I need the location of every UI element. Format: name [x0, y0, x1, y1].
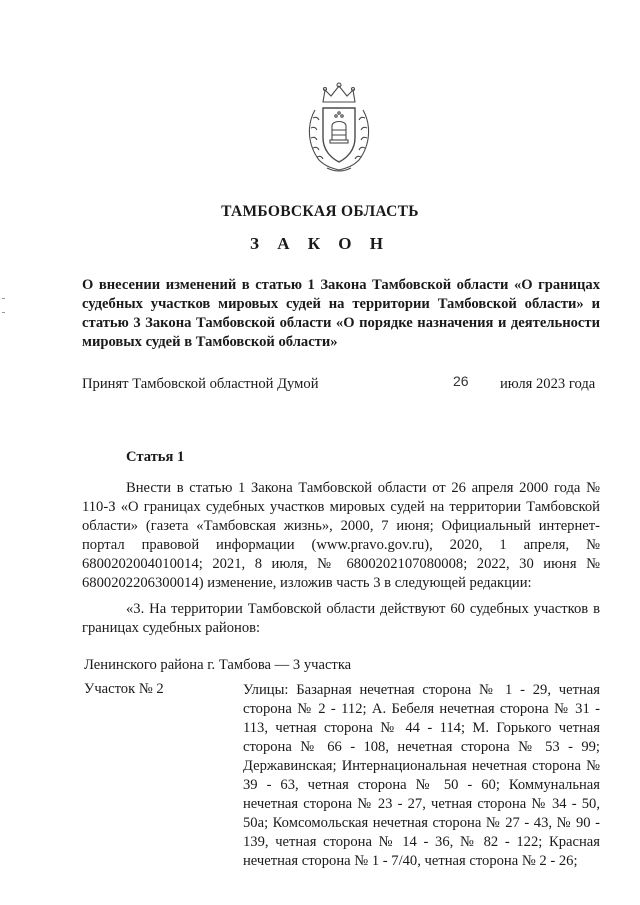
document-type-heading: З А К О Н: [249, 234, 391, 253]
scan-mark: [2, 298, 5, 299]
article-paragraph-2: «3. На территории Тамбовской области действуют 60 судебных участков в границах судебных районов:: [82, 601, 600, 636]
adoption-day: 26: [453, 373, 469, 389]
scan-mark: [2, 312, 5, 313]
law-title: О внесении изменений в статью 1 Закона Тамбовской области «О границах судебных участков мировых судей на территории Тамбовской области» и статью 3 Закона Тамбовской области «О порядке назначения и деятельности мировых судей в Тамбовской области»: [82, 277, 600, 350]
district-heading: Ленинского района г. Тамбова — 3 участка: [84, 657, 352, 673]
sector-streets: Улицы: Базарная нечетная сторона № 1 - 29, четная сторона № 2 - 112; А. Бебеля нечетная сторона № 31 - 113, четная сторона № 44 - 114; М. Горького четная сторона № 66 - 108, нечетная сторона № 53 - 99; Державинская; Интернациональная нечетная сторона № 39 - 63, четная сторона № 50 - 60; Коммунальная нечетная сторона № 23 - 27, четная сторона № 34 - 50, 50а; Комсомольская нечетная сторона № 27 - 43, № 90 - 139, четная сторона № 14 - 36, № 82 - 122; Красная нечетная сторона № 1 - 7/40, четная сторона № 2 - 26;: [243, 682, 600, 869]
coat-of-arms-icon: [301, 80, 377, 176]
adoption-label: Принят Тамбовской областной Думой: [82, 376, 319, 392]
sector-label: Участок № 2: [84, 681, 164, 697]
region-heading: ТАМБОВСКАЯ ОБЛАСТЬ: [221, 203, 419, 220]
article-paragraph-1: Внести в статью 1 Закона Тамбовской области от 26 апреля 2000 года № 110-З «О границах судебных участков мировых судей на территории Тамбовской области» (газета «Тамбовская жизнь», 2000, 7 июня; Официальный интернет-портал правовой информации (www.pravo.gov.ru), 2020, 1 апреля, № 6800202004010014; 2021, 8 июля, № 6800202107080008; 2022, 30 июня № 6800202206300014) изменение, изложив часть 3 в следующей редакции:: [82, 480, 600, 591]
article-heading: Статья 1: [126, 449, 185, 465]
adoption-month-year: июля 2023 года: [500, 376, 596, 392]
